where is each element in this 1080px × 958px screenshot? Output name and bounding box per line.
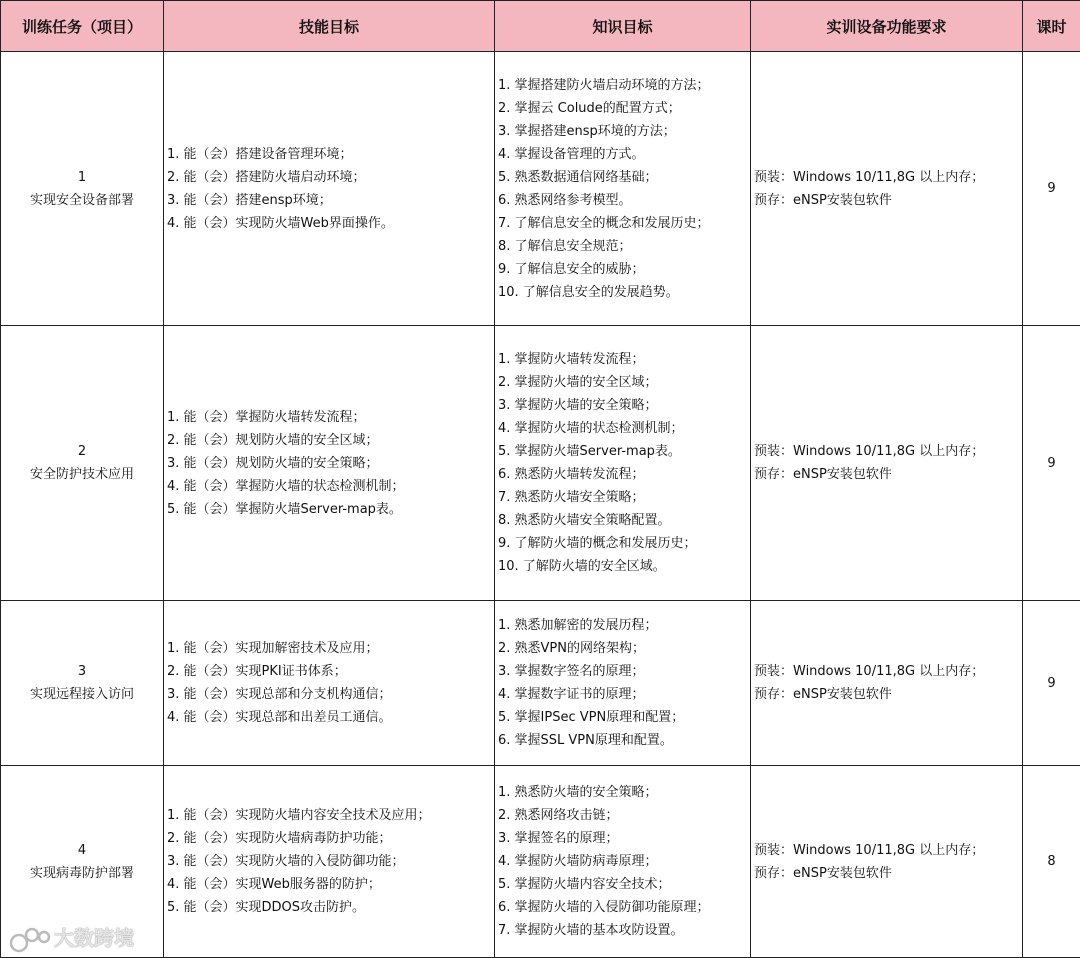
skill-item: 2. 能（会）实现防火墙病毒防护功能； bbox=[167, 831, 392, 846]
skill-item: 3. 能（会）搭建ensp环境； bbox=[167, 192, 332, 208]
equipment-item: 预存：eNSP安装包软件 bbox=[754, 467, 892, 482]
task-name: 实现远程接入访问 bbox=[29, 687, 134, 702]
table-row bbox=[1, 52, 1080, 326]
knowledge-cell bbox=[495, 326, 751, 601]
hours-cell: 9 bbox=[1023, 52, 1080, 326]
skill-item: 1. 能（会）掌握防火墙转发流程； bbox=[167, 409, 366, 425]
knowledge-item: 2. 掌握防火墙的安全区域； bbox=[498, 375, 658, 390]
knowledge-item: 5. 掌握IPSec VPN原理和配置； bbox=[498, 710, 685, 725]
equipment-item: 预存：eNSP安装包软件 bbox=[754, 687, 892, 702]
task-name: 实现安全设备部署 bbox=[29, 192, 134, 208]
skill-item: 1. 能（会）搭建设备管理环境； bbox=[167, 146, 353, 162]
equipment-cell bbox=[751, 52, 1023, 326]
skills-cell bbox=[164, 326, 495, 601]
skills-cell bbox=[164, 52, 495, 326]
skill-item: 4. 能（会）实现Web服务器的防护； bbox=[167, 877, 381, 892]
equipment-item: 预存：eNSP安装包软件 bbox=[754, 865, 892, 881]
header-equipment: 实训设备功能要求 bbox=[751, 1, 1023, 52]
knowledge-item: 4. 掌握数字证书的原理； bbox=[498, 687, 645, 702]
skill-item: 2. 能（会）搭建防火墙启动环境； bbox=[167, 169, 366, 185]
knowledge-item: 4. 掌握防火墙防病毒原理； bbox=[498, 854, 658, 869]
knowledge-item: 3. 掌握签名的原理； bbox=[498, 831, 619, 846]
knowledge-item: 6. 熟悉网络参考模型。 bbox=[498, 192, 632, 208]
equipment-item: 预装：Windows 10/11,8G 以上内存； bbox=[754, 842, 985, 858]
knowledge-item: 6. 掌握SSL VPN原理和配置。 bbox=[498, 733, 673, 748]
knowledge-cell bbox=[495, 601, 751, 766]
knowledge-item: 10. 了解信息安全的发展趋势。 bbox=[498, 284, 679, 300]
header-task: 训练任务（项目） bbox=[1, 1, 164, 52]
knowledge-item: 9. 了解防火墙的概念和发展历史； bbox=[498, 536, 697, 551]
knowledge-item: 3. 掌握数字签名的原理； bbox=[498, 664, 645, 679]
skill-item: 3. 能（会）实现防火墙的入侵防御功能； bbox=[167, 854, 405, 869]
header-hours: 课时 bbox=[1023, 1, 1080, 52]
knowledge-item: 1. 熟悉加解密的发展历程； bbox=[498, 618, 658, 633]
knowledge-item: 6. 掌握防火墙的入侵防御功能原理； bbox=[498, 900, 710, 915]
task-cell bbox=[1, 52, 164, 326]
task-number: 1 bbox=[77, 169, 87, 185]
knowledge-item: 9. 了解信息安全的威胁； bbox=[498, 261, 645, 277]
skill-item: 2. 能（会）实现PKI证书体系； bbox=[167, 664, 347, 679]
skill-item: 5. 能（会）掌握防火墙Server-map表。 bbox=[167, 501, 402, 517]
task-name: 安全防护技术应用 bbox=[29, 467, 134, 482]
table-row bbox=[1, 601, 1080, 766]
equipment-cell bbox=[751, 601, 1023, 766]
equipment-item: 预装：Windows 10/11,8G 以上内存； bbox=[754, 169, 985, 185]
task-number: 2 bbox=[77, 444, 87, 459]
knowledge-item: 10. 了解防火墙的安全区域。 bbox=[498, 559, 666, 574]
table-row bbox=[1, 326, 1080, 601]
watermark-text: 大数跨境 bbox=[54, 926, 134, 950]
knowledge-item: 2. 掌握云 Colude的配置方式； bbox=[498, 100, 681, 116]
skills-cell bbox=[164, 766, 495, 958]
watermark-logo-icon bbox=[8, 925, 54, 955]
skill-item: 1. 能（会）实现加解密技术及应用； bbox=[167, 641, 379, 656]
task-number: 3 bbox=[77, 664, 87, 679]
knowledge-item: 7. 掌握防火墙的基本攻防设置。 bbox=[498, 923, 684, 938]
knowledge-item: 1. 掌握搭建防火墙启动环境的方法； bbox=[498, 77, 710, 93]
equipment-item: 预装：Windows 10/11,8G 以上内存； bbox=[754, 444, 985, 459]
skills-cell bbox=[164, 601, 495, 766]
skill-item: 4. 能（会）实现防火墙Web界面操作。 bbox=[167, 215, 394, 231]
skill-item: 3. 能（会）规划防火墙的安全策略； bbox=[167, 455, 379, 471]
knowledge-item: 4. 掌握设备管理的方式。 bbox=[498, 146, 645, 162]
knowledge-item: 1. 熟悉防火墙的安全策略； bbox=[498, 785, 658, 800]
equipment-cell bbox=[751, 326, 1023, 601]
knowledge-item: 2. 熟悉网络攻击链； bbox=[498, 808, 619, 823]
skill-item: 5. 能（会）实现DDOS攻击防护。 bbox=[167, 900, 366, 915]
knowledge-cell bbox=[495, 52, 751, 326]
equipment-item: 预存：eNSP安装包软件 bbox=[754, 192, 892, 208]
equipment-item: 预装：Windows 10/11,8G 以上内存； bbox=[754, 664, 985, 679]
header-skills: 技能目标 bbox=[164, 1, 495, 52]
table-row bbox=[1, 766, 1080, 958]
knowledge-item: 1. 掌握防火墙转发流程； bbox=[498, 352, 645, 367]
hours-cell: 9 bbox=[1023, 601, 1080, 766]
skill-item: 3. 能（会）实现总部和分支机构通信； bbox=[167, 687, 392, 702]
skill-item: 2. 能（会）规划防火墙的安全区域； bbox=[167, 432, 379, 448]
knowledge-cell bbox=[495, 766, 751, 958]
hours-cell: 8 bbox=[1023, 766, 1080, 958]
equipment-cell bbox=[751, 766, 1023, 958]
task-number: 4 bbox=[77, 842, 87, 858]
hours-cell: 9 bbox=[1023, 326, 1080, 601]
knowledge-item: 7. 了解信息安全的概念和发展历史； bbox=[498, 215, 710, 231]
task-cell bbox=[1, 326, 164, 601]
knowledge-item: 5. 掌握防火墙内容安全技术； bbox=[498, 877, 671, 892]
knowledge-item: 8. 了解信息安全规范； bbox=[498, 238, 632, 254]
knowledge-item: 6. 熟悉防火墙转发流程； bbox=[498, 467, 645, 482]
header-row bbox=[1, 1, 1080, 52]
knowledge-item: 3. 掌握搭建ensp环境的方法； bbox=[498, 123, 676, 139]
task-cell bbox=[1, 601, 164, 766]
knowledge-item: 8. 熟悉防火墙安全策略配置。 bbox=[498, 513, 671, 528]
knowledge-item: 5. 熟悉数据通信网络基础； bbox=[498, 169, 658, 185]
knowledge-item: 5. 掌握防火墙Server-map表。 bbox=[498, 444, 681, 459]
knowledge-item: 7. 熟悉防火墙安全策略； bbox=[498, 490, 645, 505]
task-name: 实现病毒防护部署 bbox=[29, 865, 134, 881]
knowledge-item: 4. 掌握防火墙的状态检测机制； bbox=[498, 421, 684, 436]
watermark bbox=[8, 922, 134, 955]
skill-item: 4. 能（会）实现总部和出差员工通信。 bbox=[167, 710, 392, 725]
skill-item: 4. 能（会）掌握防火墙的状态检测机制； bbox=[167, 478, 405, 494]
knowledge-item: 2. 熟悉VPN的网络架构； bbox=[498, 641, 645, 656]
header-knowledge: 知识目标 bbox=[495, 1, 751, 52]
knowledge-item: 3. 掌握防火墙的安全策略； bbox=[498, 398, 658, 413]
skill-item: 1. 能（会）实现防火墙内容安全技术及应用； bbox=[167, 808, 431, 823]
